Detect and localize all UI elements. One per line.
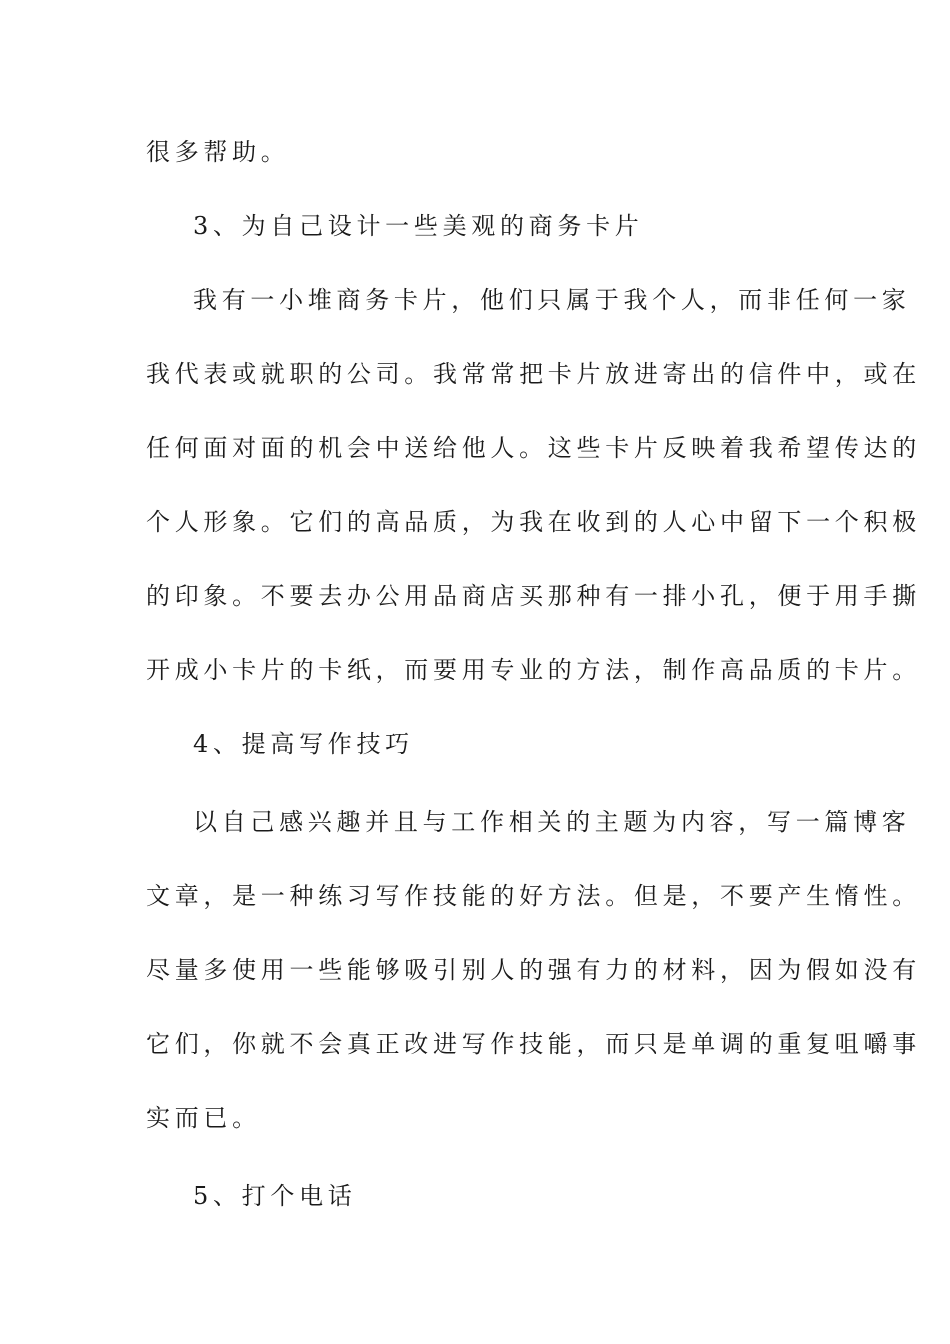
paragraph-line: 开成小卡片的卡纸，而要用专业的方法，制作高品质的卡片。 <box>146 656 921 684</box>
paragraph-line: 它们，你就不会真正改进写作技能，而只是单调的重复咀嚼事 <box>146 1030 921 1058</box>
section-heading: 3、为自己设计一些美观的商务卡片 <box>193 212 644 240</box>
section-heading: 4、提高写作技巧 <box>193 730 414 758</box>
paragraph-line: 个人形象。它们的高品质，为我在收到的人心中留下一个积极 <box>146 508 921 536</box>
paragraph-line: 实而已。 <box>146 1104 261 1132</box>
paragraph-line: 的印象。不要去办公用品商店买那种有一排小孔，便于用手撕 <box>146 582 921 610</box>
paragraph-line: 任何面对面的机会中送给他人。这些卡片反映着我希望传达的 <box>146 434 921 462</box>
paragraph-line: 以自己感兴趣并且与工作相关的主题为内容，写一篇博客 <box>193 808 911 836</box>
paragraph-line: 我有一小堆商务卡片，他们只属于我个人，而非任何一家 <box>193 286 911 314</box>
text-line: 很多帮助。 <box>146 138 290 166</box>
section-heading: 5、打个电话 <box>193 1182 357 1210</box>
paragraph-line: 我代表或就职的公司。我常常把卡片放进寄出的信件中，或在 <box>146 360 921 388</box>
paragraph-line: 尽量多使用一些能够吸引别人的强有力的材料，因为假如没有 <box>146 956 921 984</box>
paragraph-line: 文章，是一种练习写作技能的好方法。但是，不要产生惰性。 <box>146 882 921 910</box>
